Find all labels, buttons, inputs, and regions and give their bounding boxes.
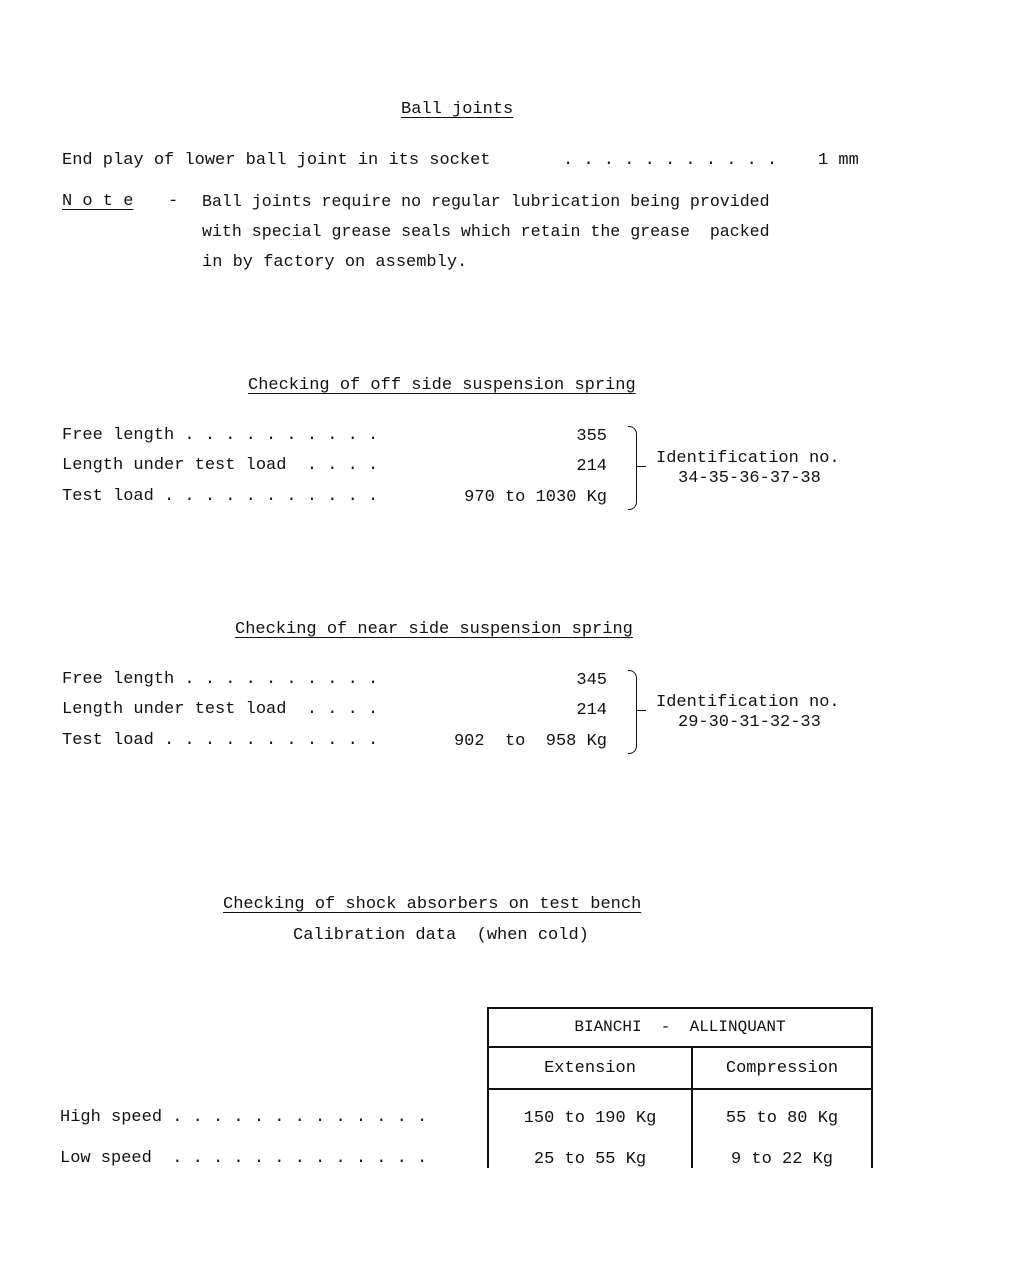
note-line-1: Ball joints require no regular lubrication being provided: [202, 192, 770, 211]
note-dash: -: [168, 192, 179, 211]
near-free-length-value: 345: [576, 671, 607, 690]
near-test-load-value: 902 to 958 Kg: [453, 732, 607, 751]
near-identification-value: 29-30-31-32-33: [678, 713, 821, 732]
table-header: BIANCHI - ALLINQUANT: [574, 1018, 786, 1036]
low-speed-extension: 25 to 55 Kg: [533, 1150, 647, 1169]
table-subheader-divider: [488, 1088, 873, 1090]
end-play-label: End play of lower ball joint in its socket: [62, 151, 491, 170]
off-test-load-length-label: Length under test load . . . .: [62, 456, 379, 475]
shock-absorbers-title: Checking of shock absorbers on test bench: [223, 895, 642, 914]
calibration-subtitle: Calibration data (when cold): [293, 926, 589, 945]
near-side-brace-tip: [636, 710, 646, 711]
near-side-brace: [628, 670, 637, 754]
end-play-value: 1 mm: [818, 151, 859, 170]
column-compression: Compression: [725, 1059, 839, 1078]
low-speed-compression: 9 to 22 Kg: [730, 1150, 834, 1169]
near-side-title: Checking of near side suspension spring: [235, 620, 633, 639]
note-line-3: in by factory on assembly.: [202, 253, 468, 272]
table-header-divider: [488, 1046, 873, 1048]
off-identification-label: Identification no.: [656, 449, 840, 468]
off-free-length-label: Free length . . . . . . . . . .: [62, 426, 379, 445]
high-speed-extension: 150 to 190 Kg: [523, 1109, 657, 1128]
off-identification-value: 34-35-36-37-38: [678, 469, 821, 488]
off-test-load-length-value: 214: [576, 457, 607, 476]
table-right-border: [871, 1007, 873, 1168]
low-speed-label: Low speed . . . . . . . . . . . . .: [60, 1149, 428, 1168]
table-top-border: [488, 1007, 873, 1009]
high-speed-compression: 55 to 80 Kg: [725, 1109, 839, 1128]
near-test-load-label: Test load . . . . . . . . . . .: [62, 731, 379, 750]
note-label: N o t e: [62, 192, 134, 211]
ball-joints-title: Ball joints: [401, 100, 514, 119]
off-test-load-value: 970 to 1030 Kg: [464, 488, 607, 507]
end-play-dots: . . . . . . . . . . .: [563, 151, 778, 170]
high-speed-label: High speed . . . . . . . . . . . . .: [60, 1108, 428, 1127]
column-extension: Extension: [544, 1059, 636, 1078]
note-line-2: with special grease seals which retain the grease packed: [202, 222, 770, 241]
near-free-length-label: Free length . . . . . . . . . .: [62, 670, 379, 689]
off-side-title: Checking of off side suspension spring: [248, 376, 636, 395]
near-test-load-length-label: Length under test load . . . .: [62, 700, 379, 719]
off-side-brace: [628, 426, 637, 510]
near-identification-label: Identification no.: [656, 693, 840, 712]
off-test-load-label: Test load . . . . . . . . . . .: [62, 487, 379, 506]
off-free-length-value: 355: [576, 427, 607, 446]
near-test-load-length-value: 214: [576, 701, 607, 720]
off-side-brace-tip: [636, 466, 646, 467]
